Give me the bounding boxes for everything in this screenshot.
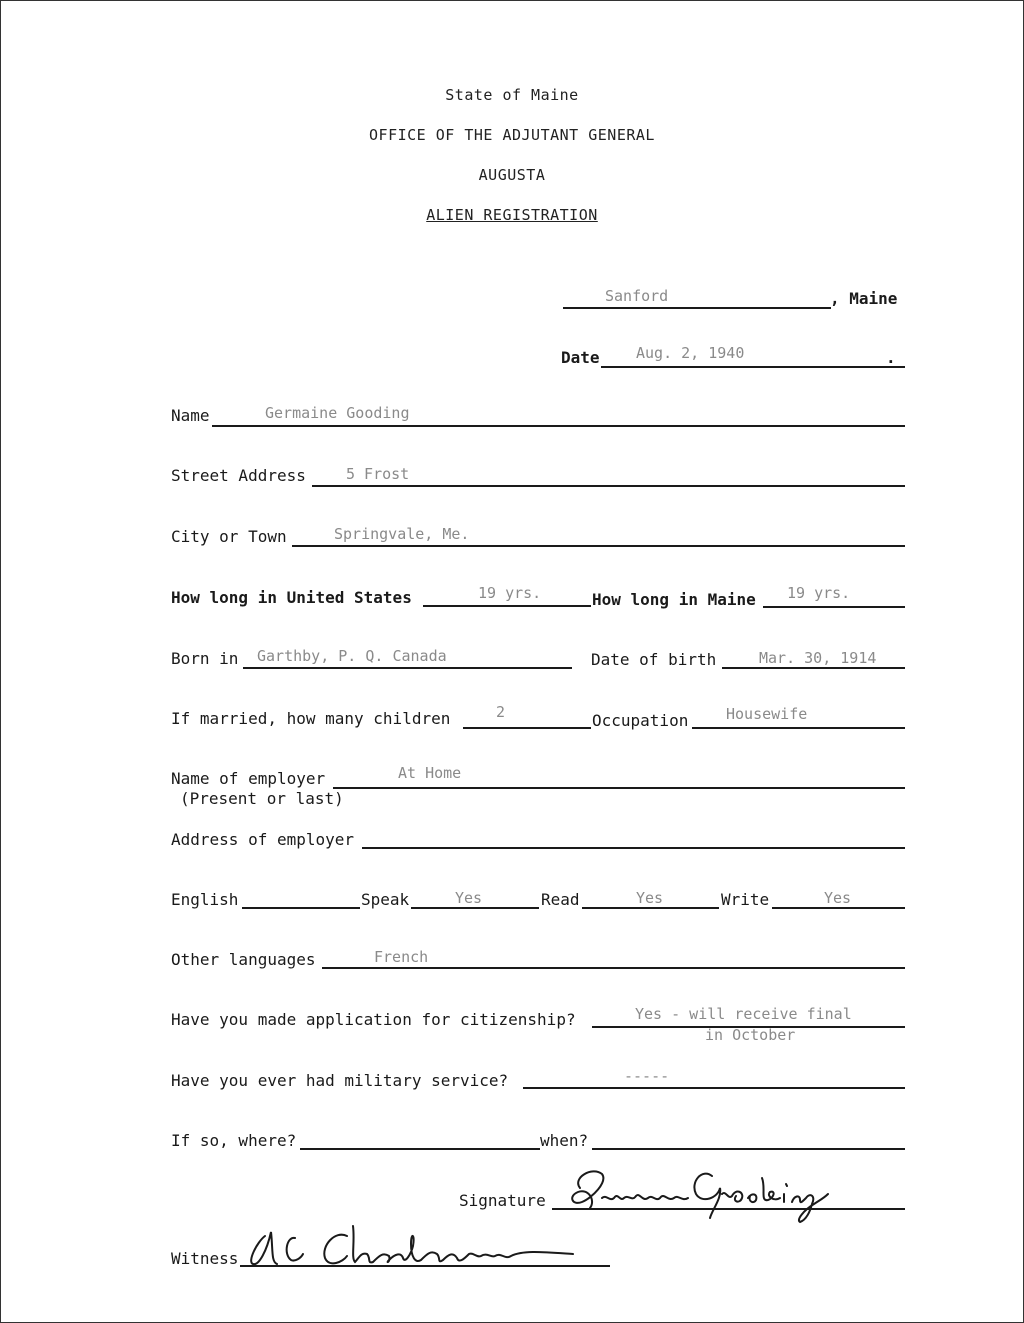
state-label: , Maine	[830, 289, 898, 308]
speak-line	[411, 907, 539, 909]
witness-signature-image	[243, 1218, 613, 1278]
signature-label: Signature	[459, 1191, 546, 1210]
where-label: If so, where?	[171, 1131, 297, 1150]
english-label: English	[171, 890, 239, 909]
born-label: Born in	[171, 649, 239, 668]
city-label: City or Town	[171, 527, 287, 546]
witness-label: Witness	[171, 1249, 239, 1268]
born-line	[243, 667, 572, 669]
occupation-label: Occupation	[592, 711, 689, 730]
english-line	[242, 907, 360, 909]
write-line	[772, 907, 905, 909]
name-value[interactable]: Germaine Gooding	[265, 404, 410, 422]
children-line	[463, 727, 591, 729]
witness-scribble	[243, 1218, 613, 1278]
employer-value[interactable]: At Home	[398, 764, 462, 782]
dob-value[interactable]: Mar. 30, 1914	[759, 649, 877, 667]
citizenship-value-line1[interactable]: Yes - will receive final	[635, 1005, 852, 1023]
other-languages-value[interactable]: French	[374, 948, 429, 966]
citizenship-value-line2[interactable]: in October	[705, 1026, 796, 1044]
form-title-text: ALIEN REGISTRATION	[426, 206, 598, 224]
maine-duration-line	[763, 606, 905, 608]
street-value[interactable]: 5 Frost	[346, 465, 410, 483]
date-value[interactable]: Aug. 2, 1940	[636, 344, 745, 362]
name-label: Name	[171, 406, 210, 425]
read-value[interactable]: Yes	[636, 889, 664, 907]
write-label: Write	[721, 890, 770, 909]
town-line	[563, 307, 831, 309]
speak-label: Speak	[361, 890, 410, 909]
header-city: AUGUSTA	[478, 166, 546, 184]
header-state: State of Maine	[445, 86, 579, 104]
maine-duration-label: How long in Maine	[592, 590, 756, 609]
occupation-value[interactable]: Housewife	[726, 705, 808, 723]
date-line	[601, 366, 905, 368]
date-end: .	[886, 348, 896, 367]
employer-label: Name of employer	[171, 769, 326, 788]
us-duration-label: How long in United States	[171, 588, 412, 607]
read-line	[582, 907, 719, 909]
name-line	[212, 425, 905, 427]
maine-duration-value[interactable]: 19 yrs.	[787, 584, 851, 602]
employer-sublabel: (Present or last)	[180, 789, 344, 808]
employer-address-line	[362, 847, 905, 849]
street-line	[312, 485, 905, 487]
us-duration-value[interactable]: 19 yrs.	[478, 584, 542, 602]
military-line	[523, 1087, 905, 1089]
write-value[interactable]: Yes	[824, 889, 852, 907]
city-line	[292, 545, 905, 547]
military-label: Have you ever had military service?	[171, 1071, 509, 1090]
date-label: Date	[561, 348, 600, 367]
where-line	[300, 1148, 540, 1150]
children-label: If married, how many children	[171, 709, 451, 728]
dob-label: Date of birth	[591, 650, 717, 669]
form-title	[0, 206, 1024, 224]
when-label: when?	[540, 1131, 589, 1150]
read-label: Read	[541, 890, 580, 909]
occupation-line	[692, 727, 905, 729]
other-languages-label: Other languages	[171, 950, 316, 969]
header-office: OFFICE OF THE ADJUTANT GENERAL	[369, 126, 655, 144]
citizenship-label: Have you made application for citizenship?	[171, 1010, 576, 1029]
employer-address-label: Address of employer	[171, 830, 355, 849]
dob-line	[722, 667, 905, 669]
us-duration-line	[423, 605, 591, 607]
employer-line	[333, 787, 905, 789]
city-value[interactable]: Springvale, Me.	[334, 525, 470, 543]
when-line	[592, 1148, 905, 1150]
town-value[interactable]: Sanford	[605, 287, 669, 305]
other-languages-line	[322, 967, 905, 969]
speak-value[interactable]: Yes	[455, 889, 483, 907]
children-value[interactable]: 2	[496, 703, 506, 721]
military-value[interactable]: -----	[624, 1067, 670, 1085]
born-value[interactable]: Garthby, P. Q. Canada	[257, 647, 447, 665]
street-label: Street Address	[171, 466, 306, 485]
